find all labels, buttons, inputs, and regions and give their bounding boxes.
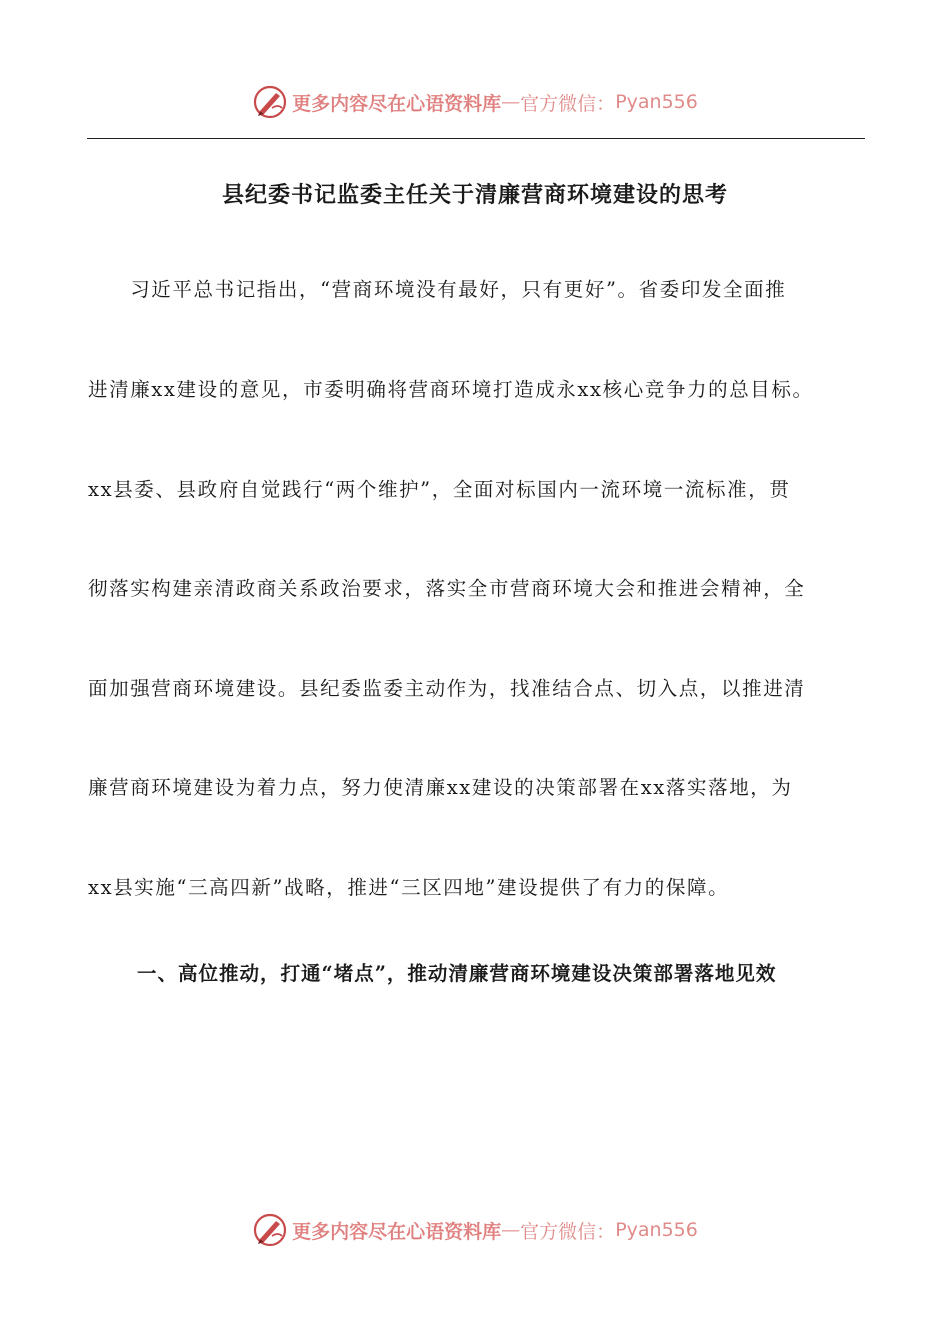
paragraph-line: 廉营商环境建设为着力点，努力使清廉xx建设的决策部署在xx落实落地，为 xyxy=(88,776,793,799)
pen-logo-icon xyxy=(252,84,288,120)
header-divider xyxy=(87,138,865,139)
header-brand-text: 更多内容尽在心语资料库 xyxy=(292,92,502,115)
paragraph-line: 习近平总书记指出，“营商环境没有最好，只有更好”。省委印发全面推 xyxy=(88,278,787,301)
section-heading: 一、高位推动，打通“堵点”，推动清廉营商环境建设决策部署落地见效 xyxy=(137,962,777,985)
pen-logo-icon xyxy=(252,1212,288,1248)
paragraph-line: 面加强营商环境建设。县纪委监委主动作为，找准结合点、切入点，以推进清 xyxy=(88,677,806,700)
paragraph-line: 彻落实构建亲清政商关系政治要求，落实全市营商环境大会和推进会精神，全 xyxy=(88,577,806,600)
footer-wechat-label: 官方微信： xyxy=(520,1220,616,1243)
footer-watermark xyxy=(0,1212,950,1248)
header-watermark xyxy=(0,84,950,120)
header-wechat-label: 官方微信： xyxy=(520,92,616,115)
paragraph-line: xx县实施“三高四新”战略，推进“三区四地”建设提供了有力的保障。 xyxy=(88,876,730,899)
paragraph-line: 进清廉xx建设的意见，市委明确将营商环境打造成永xx核心竞争力的总目标。 xyxy=(88,378,814,401)
document-title: 县纪委书记监委主任关于清廉营商环境建设的思考 xyxy=(221,182,728,208)
footer-wechat-id: Pyan556 xyxy=(615,1219,698,1241)
paragraph-line: xx县委、县政府自觉践行“两个维护”，全面对标国内一流环境一流标准，贯 xyxy=(88,478,791,501)
header-dash: — xyxy=(501,91,521,113)
footer-dash: — xyxy=(501,1219,521,1241)
header-wechat-id: Pyan556 xyxy=(615,91,698,113)
footer-brand-text: 更多内容尽在心语资料库 xyxy=(292,1220,502,1243)
